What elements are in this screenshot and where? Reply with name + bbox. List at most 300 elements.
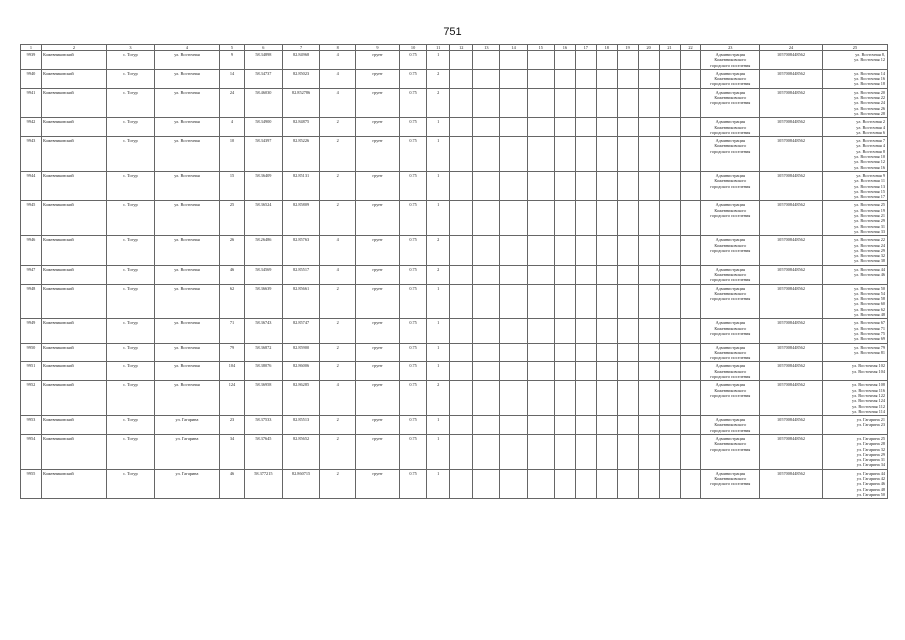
area-cell: 0.75 (399, 319, 426, 343)
owner-line: Кожевниковского (714, 368, 747, 374)
address-line: ул. Восточная 6 (856, 129, 885, 135)
address-line: ул. Восточная 31 (854, 223, 885, 229)
address-line: ул. Восточная 16 (854, 76, 885, 82)
surface-cell: грунт (356, 469, 400, 498)
settlement-cell: с. Тогур (106, 118, 154, 137)
empty-cell (450, 284, 473, 319)
bin-count-cell: 2 (320, 284, 356, 319)
empty-cell (473, 118, 500, 137)
empty-cell (473, 284, 500, 319)
table-row (21, 416, 888, 435)
bin-count-cell: 4 (320, 88, 356, 117)
empty-cell (638, 319, 659, 343)
address-line: ул. Восточная 15 (854, 188, 885, 194)
empty-cell (596, 416, 617, 435)
empty-cell (473, 362, 500, 381)
owner-line: Кожевниковского (714, 178, 747, 184)
container-count-cell: 1 (427, 51, 450, 70)
container-count-cell: 1 (427, 469, 450, 498)
street-cell: ул. Восточная (155, 343, 220, 362)
owner-line: городского поселения (710, 62, 751, 68)
surface-cell: грунт (356, 201, 400, 236)
latitude-cell: 58.36872 (245, 343, 283, 362)
served-addresses-cell (822, 381, 887, 416)
row-id: 9955 (21, 469, 42, 498)
empty-cell (659, 435, 680, 470)
street-cell: ул. Восточная (155, 265, 220, 284)
served-addresses-cell (822, 171, 887, 200)
empty-cell (500, 88, 527, 117)
empty-cell (596, 69, 617, 88)
longitude-cell: 82.85023 (282, 69, 320, 88)
empty-cell (527, 319, 554, 343)
column-header: 20 (638, 45, 659, 51)
settlement-cell: с. Тогур (106, 284, 154, 319)
latitude-cell: 58.34737 (245, 69, 283, 88)
empty-cell (575, 118, 596, 137)
empty-cell (575, 201, 596, 236)
empty-cell (527, 137, 554, 172)
owner-line: Администрация (715, 470, 745, 476)
empty-cell (680, 69, 701, 88)
empty-cell (638, 118, 659, 137)
empty-cell (617, 319, 638, 343)
empty-cell (554, 381, 575, 416)
house-cell: 34 (219, 435, 244, 470)
owner-cell (701, 381, 760, 416)
column-header: 11 (427, 45, 450, 51)
empty-cell (527, 469, 554, 498)
column-header: 1 (21, 45, 42, 51)
empty-cell (596, 343, 617, 362)
empty-cell (617, 69, 638, 88)
house-cell: 124 (219, 381, 244, 416)
empty-cell (450, 236, 473, 265)
longitude-cell: 82.85900 (282, 343, 320, 362)
address-line: ул. Восточная 69 (854, 336, 885, 342)
empty-cell (680, 319, 701, 343)
area-cell: 0.75 (399, 118, 426, 137)
address-line: ул. Гагарина 44 (856, 470, 885, 476)
owner-line: Кожевниковского (714, 387, 747, 393)
district-cell: Кожевниковский (41, 284, 106, 319)
empty-cell (638, 201, 659, 236)
owner-line: Кожевниковского (714, 349, 747, 355)
table-row (21, 319, 888, 343)
row-id: 9940 (21, 69, 42, 88)
row-id: 9946 (21, 236, 42, 265)
address-line: ул. Гагарина 28 (856, 441, 885, 447)
ogrn-cell: 1057008448562 (760, 319, 823, 343)
empty-cell (575, 171, 596, 200)
column-header: 3 (106, 45, 154, 51)
latitude-cell: 58.38076 (245, 362, 283, 381)
empty-cell (680, 171, 701, 200)
house-cell: 14 (219, 69, 244, 88)
empty-cell (596, 118, 617, 137)
empty-cell (554, 236, 575, 265)
empty-cell (659, 319, 680, 343)
empty-cell (527, 343, 554, 362)
empty-cell (500, 416, 527, 435)
empty-cell (617, 236, 638, 265)
owner-line: Кожевниковского (714, 57, 747, 63)
address-line: ул. Восточная 20 (854, 89, 885, 95)
empty-cell (638, 69, 659, 88)
ogrn-cell: 1057008448562 (760, 362, 823, 381)
ogrn-cell: 1057008448562 (760, 435, 823, 470)
surface-cell: грунт (356, 265, 400, 284)
row-id: 9954 (21, 435, 42, 470)
address-line: ул. Гагарина 50 (856, 491, 885, 497)
address-line: ул. Восточная 19 (854, 207, 885, 213)
address-line: ул. Восточная 60 (854, 301, 885, 307)
address-line: ул. Восточная 75 (854, 330, 885, 336)
column-header: 6 (245, 45, 283, 51)
settlement-cell: с. Тогур (106, 171, 154, 200)
served-addresses-cell (822, 236, 887, 265)
address-line: ул. Восточная 116 (852, 387, 885, 393)
column-header: 9 (356, 45, 400, 51)
latitude-cell: 58.34569 (245, 265, 283, 284)
empty-cell (450, 88, 473, 117)
table-row (21, 201, 888, 236)
bin-count-cell: 2 (320, 201, 356, 236)
empty-cell (473, 343, 500, 362)
area-cell: 0.75 (399, 469, 426, 498)
empty-cell (596, 137, 617, 172)
ogrn-cell: 1057008448562 (760, 137, 823, 172)
ogrn-cell: 1057008448562 (760, 171, 823, 200)
empty-cell (638, 362, 659, 381)
empty-cell (596, 381, 617, 416)
table-row (21, 69, 888, 88)
empty-cell (554, 88, 575, 117)
settlement-cell: с. Тогур (106, 435, 154, 470)
address-line: ул. Восточная 124 (851, 398, 885, 404)
district-cell: Кожевниковский (41, 236, 106, 265)
empty-cell (659, 236, 680, 265)
street-cell: ул. Гагарина (155, 416, 220, 435)
district-cell: Кожевниковский (41, 343, 106, 362)
empty-cell (638, 137, 659, 172)
address-line: ул. Восточная 44 (854, 266, 885, 272)
settlement-cell: с. Тогур (106, 343, 154, 362)
latitude-cell: 58.37645 (245, 435, 283, 470)
bin-count-cell: 2 (320, 319, 356, 343)
empty-cell (554, 201, 575, 236)
bin-count-cell: 4 (320, 69, 356, 88)
area-cell: 0.75 (399, 201, 426, 236)
empty-cell (500, 51, 527, 70)
settlement-cell: с. Тогур (106, 319, 154, 343)
ogrn-cell: 1057008448562 (760, 381, 823, 416)
empty-cell (638, 236, 659, 265)
house-cell: 10 (219, 137, 244, 172)
area-cell: 0.75 (399, 51, 426, 70)
empty-cell (617, 381, 638, 416)
address-line: ул. Восточная 11 (854, 178, 885, 184)
owner-line: городского поселения (710, 100, 751, 106)
address-line: ул. Гагарина 34 (856, 462, 885, 468)
address-line: ул. Гагарина 31 (856, 457, 885, 463)
longitude-cell: 82.84968 (282, 51, 320, 70)
column-header: 8 (320, 45, 356, 51)
served-addresses-cell (822, 88, 887, 117)
owner-line: Кожевниковского (714, 441, 747, 447)
address-line: ул. Восточная 22 (854, 95, 885, 101)
empty-cell (554, 284, 575, 319)
container-count-cell: 2 (427, 381, 450, 416)
owner-cell (701, 362, 760, 381)
empty-cell (500, 236, 527, 265)
district-cell: Кожевниковский (41, 171, 106, 200)
table-row (21, 88, 888, 117)
owner-line: Кожевниковского (714, 76, 747, 82)
area-cell: 0.75 (399, 435, 426, 470)
surface-cell: грунт (356, 171, 400, 200)
ogrn-cell: 1057008448562 (760, 469, 823, 498)
empty-cell (500, 284, 527, 319)
table-row (21, 435, 888, 470)
owner-line: Кожевниковского (714, 271, 747, 277)
settlement-cell: с. Тогур (106, 51, 154, 70)
column-header: 16 (554, 45, 575, 51)
empty-cell (617, 88, 638, 117)
owner-cell (701, 88, 760, 117)
address-line: ул. Восточная 25 (854, 202, 885, 208)
row-id: 9943 (21, 137, 42, 172)
column-header: 7 (282, 45, 320, 51)
ogrn-cell: 1057008448562 (760, 88, 823, 117)
address-line: ул. Гагарина 48 (856, 486, 885, 492)
area-cell: 0.75 (399, 69, 426, 88)
surface-cell: грунт (356, 69, 400, 88)
longitude-cell: 82.84875 (282, 118, 320, 137)
street-cell: ул. Восточная (155, 171, 220, 200)
row-id: 9941 (21, 88, 42, 117)
column-header: 24 (760, 45, 823, 51)
empty-cell (500, 343, 527, 362)
owner-line: городского поселения (710, 392, 751, 398)
empty-cell (554, 362, 575, 381)
owner-cell (701, 435, 760, 470)
address-line: ул. Восточная 38 (854, 258, 885, 264)
ogrn-cell: 1057008448562 (760, 51, 823, 70)
owner-line: городского поселения (710, 296, 751, 302)
empty-cell (617, 362, 638, 381)
empty-cell (638, 171, 659, 200)
table-row (21, 236, 888, 265)
empty-cell (450, 319, 473, 343)
owner-line: Кожевниковского (714, 95, 747, 101)
row-id: 9952 (21, 381, 42, 416)
surface-cell: грунт (356, 137, 400, 172)
container-count-cell: 1 (427, 319, 450, 343)
empty-cell (596, 435, 617, 470)
empty-cell (659, 171, 680, 200)
empty-cell (527, 201, 554, 236)
empty-cell (473, 236, 500, 265)
empty-cell (500, 435, 527, 470)
empty-cell (450, 416, 473, 435)
empty-cell (680, 416, 701, 435)
house-cell: 23 (219, 416, 244, 435)
street-cell: ул. Гагарина (155, 435, 220, 470)
empty-cell (575, 319, 596, 343)
empty-cell (680, 284, 701, 319)
house-cell: 104 (219, 362, 244, 381)
street-cell: ул. Восточная (155, 88, 220, 117)
owner-line: Администрация (715, 344, 745, 350)
empty-cell (527, 435, 554, 470)
address-line: ул. Восточная 108 (851, 382, 885, 388)
address-line: ул. Восточная 8, (855, 52, 885, 57)
empty-cell (680, 362, 701, 381)
owner-line: Кожевниковского (714, 124, 747, 130)
surface-cell: грунт (356, 51, 400, 70)
area-cell: 0.75 (399, 284, 426, 319)
empty-cell (617, 201, 638, 236)
empty-cell (554, 69, 575, 88)
empty-cell (680, 265, 701, 284)
address-line: ул. Восточная 10 (854, 154, 885, 160)
surface-cell: грунт (356, 343, 400, 362)
empty-cell (575, 51, 596, 70)
empty-cell (638, 469, 659, 498)
owner-line: городского поселения (710, 247, 751, 253)
surface-cell: грунт (356, 88, 400, 117)
settlement-cell: с. Тогур (106, 201, 154, 236)
district-cell: Кожевниковский (41, 469, 106, 498)
empty-cell (638, 88, 659, 117)
address-line: ул. Гагарина 46 (856, 481, 885, 487)
bin-count-cell: 2 (320, 416, 356, 435)
longitude-cell: 82.85131 (282, 171, 320, 200)
ogrn-cell: 1057008448562 (760, 201, 823, 236)
owner-line: Кожевниковского (714, 325, 747, 331)
address-line: ул. Гагарина 32 (856, 446, 885, 452)
empty-cell (617, 51, 638, 70)
owner-cell (701, 416, 760, 435)
registry-body (21, 45, 888, 499)
empty-cell (575, 88, 596, 117)
address-line: ул. Восточная 4 (856, 143, 885, 149)
empty-cell (575, 236, 596, 265)
empty-cell (659, 265, 680, 284)
empty-cell (500, 469, 527, 498)
address-line: ул. Гагарина 23 (856, 422, 885, 428)
address-line: ул. Восточная 114 (852, 408, 885, 414)
column-header: 14 (500, 45, 527, 51)
empty-cell (554, 469, 575, 498)
table-row (21, 343, 888, 362)
empty-cell (450, 435, 473, 470)
owner-line: городского поселения (710, 213, 751, 219)
owner-line: городского поселения (710, 277, 751, 283)
owner-line: городского поселения (710, 129, 751, 135)
longitude-cell: 82.860715 (282, 469, 320, 498)
address-line: ул. Восточная 54 (854, 290, 885, 296)
address-line: ул. Гагарина 21 (856, 417, 885, 423)
empty-cell (500, 118, 527, 137)
empty-cell (575, 284, 596, 319)
empty-cell (473, 416, 500, 435)
address-line: ул. Восточная 2 (856, 119, 885, 125)
served-addresses-cell (822, 51, 887, 70)
address-line: ул. Восточная 58 (854, 296, 885, 302)
owner-line: Администрация (715, 285, 745, 291)
empty-cell (554, 319, 575, 343)
container-count-cell: 2 (427, 236, 450, 265)
longitude-cell: 82.85517 (282, 265, 320, 284)
address-line: ул. Восточная 50 (854, 285, 885, 291)
owner-cell (701, 469, 760, 498)
ogrn-cell: 1057008448562 (760, 118, 823, 137)
empty-cell (575, 362, 596, 381)
container-count-cell: 1 (427, 118, 450, 137)
district-cell: Кожевниковский (41, 51, 106, 70)
ogrn-cell: 1057008448562 (760, 69, 823, 88)
served-addresses-cell (822, 343, 887, 362)
street-cell: ул. Восточная (155, 284, 220, 319)
column-header: 19 (617, 45, 638, 51)
settlement-cell: с. Тогур (106, 469, 154, 498)
latitude-cell: 58.37533 (245, 416, 283, 435)
empty-cell (596, 319, 617, 343)
owner-cell (701, 343, 760, 362)
owner-cell (701, 201, 760, 236)
bin-count-cell: 2 (320, 137, 356, 172)
served-addresses-cell (822, 69, 887, 88)
settlement-cell: с. Тогур (106, 69, 154, 88)
address-line: ул. Восточная 81 (854, 349, 885, 355)
latitude-cell: 58.36524 (245, 201, 283, 236)
empty-cell (473, 69, 500, 88)
registry-table (20, 44, 888, 499)
latitude-cell: 58.26486 (245, 236, 283, 265)
served-addresses-cell (822, 469, 887, 498)
table-row (21, 362, 888, 381)
address-line: ул. Восточная 14 (854, 70, 885, 76)
address-line: ул. Восточная 21 (854, 213, 885, 219)
empty-cell (659, 201, 680, 236)
empty-cell (617, 435, 638, 470)
empty-cell (596, 171, 617, 200)
ogrn-cell: 1057008448562 (760, 343, 823, 362)
empty-cell (527, 69, 554, 88)
row-id: 9945 (21, 201, 42, 236)
bin-count-cell: 4 (320, 381, 356, 416)
empty-cell (450, 137, 473, 172)
empty-cell (596, 362, 617, 381)
served-addresses-cell (822, 137, 887, 172)
house-cell: 25 (219, 201, 244, 236)
street-cell: ул. Восточная (155, 118, 220, 137)
row-id: 9950 (21, 343, 42, 362)
longitude-cell: 82.852786 (282, 88, 320, 117)
column-header: 17 (575, 45, 596, 51)
table-row (21, 284, 888, 319)
bin-count-cell: 2 (320, 118, 356, 137)
empty-cell (527, 265, 554, 284)
district-cell: Кожевниковский (41, 319, 106, 343)
street-cell: ул. Гагарина (155, 469, 220, 498)
house-cell: 9 (219, 51, 244, 70)
address-line: ул. Восточная 18 (854, 81, 885, 87)
owner-line: Кожевниковского (714, 207, 747, 213)
owner-line: Администрация (715, 436, 745, 441)
